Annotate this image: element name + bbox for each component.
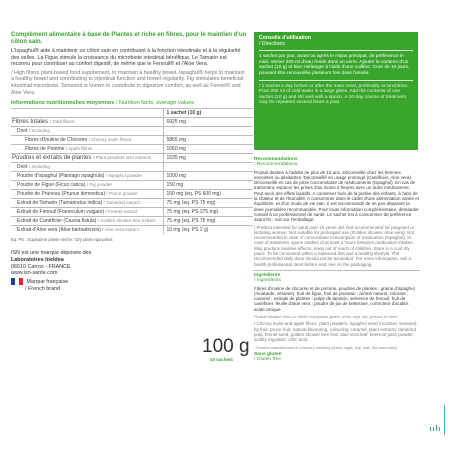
nutrition-row: [11, 127, 253, 136]
gluten-free-fr: Sans gluten: [254, 351, 282, 357]
nutrition-label: [11, 217, 163, 226]
nutrition-value: 150 mg: [163, 181, 253, 190]
net-weight: 100 g: [202, 336, 250, 357]
directions-box: [254, 32, 418, 150]
nutrition-header-blank: [11, 109, 163, 118]
nutrition-label: [11, 145, 163, 154]
nutrition-value: 75 mg (eq. PS 375 mg): [163, 208, 253, 217]
nutrition-label-fr: Poudres et extraits de plantes: [12, 155, 92, 162]
product-description: [11, 32, 247, 96]
nutrition-row: [11, 199, 253, 208]
recycle-mark-icon: [443, 405, 446, 435]
nutrition-label-fr: Poudre d'Ispaghul (Plantago ispaghula): [17, 173, 105, 180]
nutrition-label: [11, 172, 163, 181]
company-name: Laboratoires Ineldea: [11, 256, 64, 263]
barcode-icon: [430, 425, 440, 431]
nutrition-label-en: / Golden shower tree extract: [97, 218, 156, 224]
nutrition-label-fr: Fibres de Pomme: [25, 146, 65, 153]
nutrition-label-en: / Apple fibres: [65, 146, 93, 152]
left-column: [11, 32, 247, 292]
nutrition-row: [11, 136, 253, 145]
brand-origin-en: / French brand: [25, 285, 61, 292]
nutrition-row: [11, 190, 253, 199]
nutrition-label-fr: Extrait de Fenouil (Foeniculum vulgare): [17, 209, 105, 216]
nutrition-row: [11, 226, 253, 235]
allergen-note-fr: Produit fabriqué dans un atelier manipulant gluten, œufs, soja, lait, poisson et céleri.: [254, 314, 399, 320]
nutrition-value: 1060 mg: [163, 145, 253, 154]
nutrition-label-en: / Fig powder: [86, 182, 113, 188]
recommendations-text-fr: Produit destiné à l'adulte de plus de 15 ans. Déconseillé chez les femmes enceintes ou allaitantes. Déconseillé en usage prolongé (Canéficier, Aloe vera). Déconseillé en cas de prise concomitante de médicaments (Ispaghul). En cas de traitement, espacer les prises d'au moins 2 heures avec un autre médicament. Peut avoir des effets laxatifs. A conserver hors de la portée des enfants, à l'abri de la chaleur et de l'humidité. A consommer dans le cadre d'une alimentation variée et équilibrée, et d'un mode de vie sain. Il est recommandé de ne pas dépasser la dose journalière recommandée. Pour toute information complémentaire, demander conseil à un professionnel de santé. Le sachet est à consommer de préférence avant fin : voir sur l'emballage.: [254, 169, 420, 223]
recommendations-title-en: / Recommendations: [254, 162, 298, 168]
directions-divider-2: [259, 80, 413, 81]
nutrition-label: [11, 190, 163, 199]
nutrition-column-header: 1 sachet (10 g): [163, 109, 253, 118]
nutrition-label-en: / Aloe vera extract: [102, 227, 139, 233]
company-website[interactable]: www.isn-sante.com: [11, 270, 58, 277]
nutrition-label: [11, 181, 163, 190]
nutrition-row: [11, 217, 253, 226]
nutrition-value: [163, 127, 253, 136]
nutrition-label: [11, 199, 163, 208]
nutrition-label: [11, 226, 163, 235]
company-address: 06510 Carros - FRANCE: [11, 263, 71, 270]
nutrition-title-fr: Informations nutritionnelles moyennes: [11, 100, 115, 107]
nutrition-value: 75 mg (eq. PS 75 mg): [163, 217, 253, 226]
ingredients-text-fr: Fibres d'inuline de chicorée et de pomme, poudres de plantes : graine d'ispaghul (moutarde, sésame), fruit de figue, fruit de pruneau ; arôme naturel, colorant : caramel ; extraits de plantes : pulpe de tamarin, semence de fenouil, fruit de canéficier, feuille d'aloe vera ; poudre de jus de betterave, correcteur d'acidité : acide citrique.: [254, 285, 415, 312]
ingredients-title-fr: Ingrédients: [254, 272, 281, 278]
nutrition-label-en: / Plant powders and extracts: [93, 155, 152, 161]
nutrition-label-en: / Fennel extract: [105, 209, 138, 215]
nutrition-label-en: / Chicory inulin fibres: [88, 137, 132, 143]
nutrition-value: 150 mg (eq. PS 600 mg): [163, 190, 253, 199]
nutrition-label-fr: Extrait de Tamarin (Tamarindus indica): [17, 200, 103, 207]
nutrition-value: 1000 mg: [163, 172, 253, 181]
nutrition-value: 10 mg (eq. PS 2 g): [163, 226, 253, 235]
nutrition-label-fr: Fibres d'Inuline de Chicorée: [25, 137, 88, 144]
nutrition-label: [11, 154, 163, 163]
nutrition-label: [11, 127, 163, 136]
ingredients-title-en: / Ingredients: [254, 278, 281, 284]
nutrition-value: 1535 mg: [163, 154, 253, 163]
nutrition-label-en: / Total fibers: [49, 119, 75, 125]
nutrition-label: [11, 118, 163, 127]
nutrition-label-en: / Tamarind extract: [103, 200, 141, 206]
nutrition-label-fr: Extrait de Canéficier (Cassia fistula): [17, 218, 97, 225]
nutrition-label-fr: Dont: [17, 164, 28, 171]
nutrition-value: 6925 mg: [163, 118, 253, 127]
nutrition-label: [11, 163, 163, 172]
directions-text-en: / 1 sachet a day before or after the main meal, preferably at lunchtime. Pour 200 ml of cold water in a large glass. Add the contents of one sachet (10 g) and stir well with a spoon. A 10-day course of treatment may be repeated several times a year.: [259, 83, 409, 106]
nutrition-label-fr: Extrait d'Aloe vera (Aloe barbadensis): [17, 227, 101, 234]
nutrition-label: [11, 136, 163, 145]
gluten-free-en: / Gluten free: [254, 357, 281, 363]
nutrition-title-en: / Nutrition facts, average values: [115, 100, 195, 107]
nutrition-row: [11, 118, 253, 127]
brand-origin-fr: Marque française: [26, 278, 69, 285]
nutrition-label-en: / Including: [28, 164, 50, 170]
french-flag-icon: [11, 278, 23, 285]
nutrition-row: [11, 181, 253, 190]
nutrition-label-en: / Ispaghul powder: [105, 173, 143, 179]
nutrition-label-fr: Fibres totales: [12, 119, 49, 126]
nutrition-label: [11, 208, 163, 217]
nutrition-title: [11, 100, 247, 106]
nutrition-value: 75 mg (eq. PS 75 mg): [163, 199, 253, 208]
directions-title-fr: Conseils d'utilisation: [259, 35, 311, 41]
nutrition-value: 5865 mg: [163, 136, 253, 145]
description-fr: L'Ispaghul® aide à maintenir un côlon sain en contribuant à la fonction intestinale et à la régularité des selles. La Figue stimule la croissance du microbiote intestinal bénéfique. Le Tamarin est reconnu pour contribuer au confort digestif, de même que le Fenouil® et l'Aloe Vera.: [11, 48, 241, 68]
nutrition-row: [11, 154, 253, 163]
recommendations-text-en: / Product intended for adult over 15 years old. Not recommended for pregnant or lactating women. Not suitable for prolonged use (Golden shower, Aloe vera). Not recommended in case of concomitant consumption of medication (Ispaghul). In case of treatment, space intakes of at least 2 hours between medication intakes. May produce laxative effects. Keep out of reach of children. Store in a cool dry place. To be consumed within a balanced diet and a healthy lifestyle. The recommended daily dose should not be exceeded. For more information, ask a health professional. Best before end: see on the packaging.: [254, 224, 415, 267]
section-divider: [254, 270, 420, 271]
nutrition-label-fr: Poudre de Figue (Ficus carica): [17, 182, 86, 189]
ingredients-text-en: / Chicory inulin and apple fibres, plant powders: ispaghul seed (mustard, sesame), fig fruit, prune fruit; natural flavouring, colouring: caramel, plant extracts: tamarind pulp, fennel seed, golden shower tree fruit, aloe vera leaf; beetroot juice powder, acidity regulator: citric acid.: [254, 321, 418, 343]
nutrition-header-row: [11, 109, 253, 118]
nutrition-label-en: / Including: [28, 128, 50, 134]
product-heading: Complément alimentaire à base de Plantes et riche en fibres, pour le maintien d'un côlon sain.: [11, 32, 247, 45]
allergen-note-en: / Product manufactured in a factory handling gluten, eggs, soy, milk, fish and celery.: [254, 344, 398, 350]
nutrition-table: [11, 108, 253, 234]
nutrition-row: [11, 145, 253, 154]
sachet-count: 10 sachets: [210, 357, 234, 362]
nutrition-label-fr: Poudre de Pruneau (Prunus domestica): [17, 191, 106, 198]
recommendations-title-fr: Recommandations: [254, 157, 298, 162]
right-column: [254, 155, 420, 364]
directions-title-en: / Directions: [259, 40, 285, 47]
company-info: [11, 250, 247, 292]
nutrition-row: [11, 208, 253, 217]
nutrition-label-fr: Dont: [17, 128, 28, 135]
directions-text-fr: 1 sachet par jour, avant ou après le repas principal, de préférence le midi. Verser 200 ml d'eau froide dans un verre. Ajouter le contenu d'un sachet (10 g) et bien mélanger à l'aide d'une cuillère. Cure de 10 jours, pouvant être renouvelée plusieurs fois dans l'année.: [259, 54, 410, 76]
description-en: / High fibers plant-based food supplement, to maintain a healthy bowel. Ispaghul® helps to maintain a healthy bowel and contributing to intestinal function and bowel regularity. Fig stimulates beneficial intestinal microbiota. Tamarind is known to contribute to digestive comfort, as well as Fennel® and Aloe Vera.: [11, 69, 245, 96]
nutrition-value: [163, 163, 253, 172]
trademark-line: ISN est une marque déposée des: [11, 250, 92, 257]
directions-divider: [259, 50, 413, 51]
nutrition-row: [11, 172, 253, 181]
dry-plant-footnote: Eq. PS : Equivalent plante sèche / Dry plant equivalent: [11, 237, 113, 243]
nutrition-label-en: / Prune powder: [106, 191, 138, 197]
nutrition-row: [11, 163, 253, 172]
